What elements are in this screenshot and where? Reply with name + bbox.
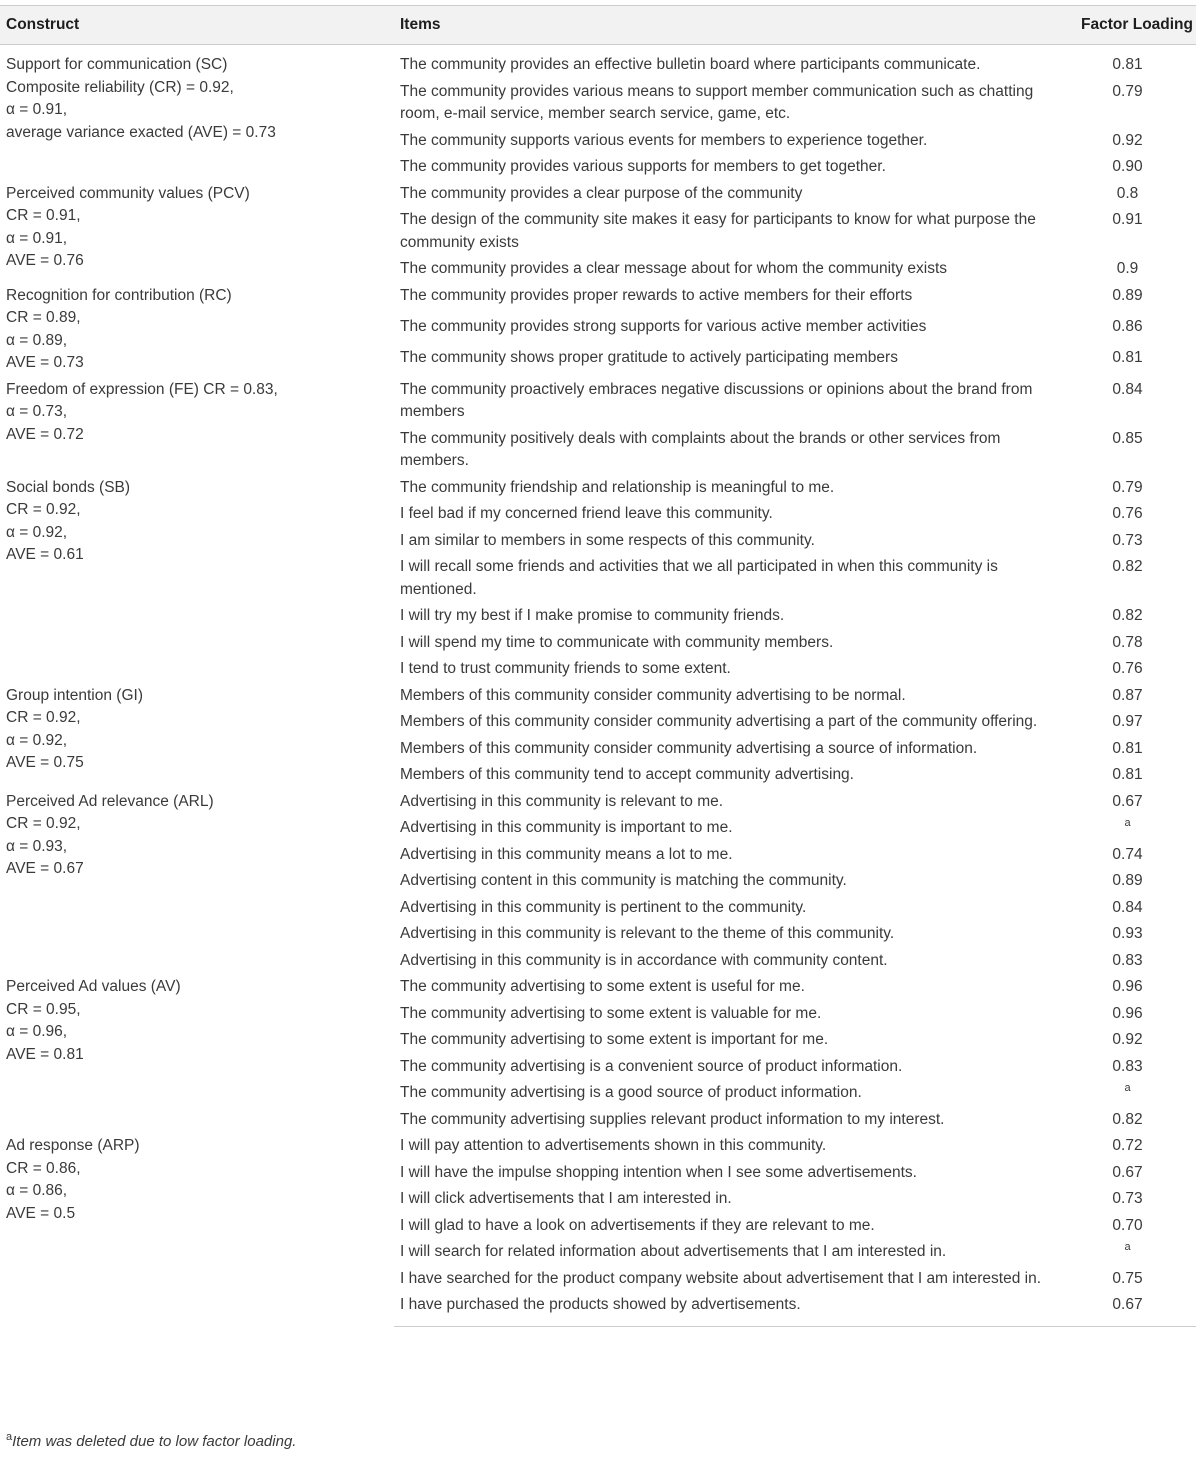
construct-cell [0,181,394,283]
item-cell: I tend to trust community friends to some extent. [400,660,731,677]
factor-loading-cell: 0.83 [1112,1057,1143,1075]
item-cell: The community provides various supports for members to get together. [400,158,886,175]
factor-loading-cell: 0.85 [1112,429,1143,447]
construct-statistic: CR = 0.89, [6,309,81,326]
table-header-row [0,6,1196,45]
item-cell: I will glad to have a look on advertisements if they are relevant to me. [400,1216,875,1234]
construct-statistic: CR = 0.95, [6,1000,81,1018]
item-cell: The community provides strong supports for various active member activities [400,317,927,335]
item-cell: The community positively deals with complaints about the brands or other services from members. [400,429,1001,469]
table-row [0,475,1196,502]
item-cell: The community advertising to some extent is important for me. [400,1031,829,1048]
construct-cell [0,974,394,1133]
factor-loading-cell: 0.74 [1112,845,1143,863]
factor-loading-cell: 0.83 [1112,951,1143,969]
items-header: Items [394,6,1059,45]
construct-statistic: CR = 0.92, [6,815,81,832]
item-cell: I have purchased the products showed by advertisements. [394,1292,1059,1326]
construct-cell [0,475,394,683]
factor-loading-cell: 0.84 [1112,898,1143,916]
factor-loading-cell: 0.97 [1112,713,1143,730]
item-cell: Members of this community consider community advertising a part of the community offering. [400,713,1038,730]
table-row [0,377,1196,426]
factor-loading-table [0,5,1196,1327]
factor-loading-cell: 0.93 [1112,925,1143,942]
item-cell: The community proactively embraces negative discussions or opinions about the brand from members [400,380,1033,420]
item-cell: I will have the impulse shopping intention when I see some advertisements. [400,1163,917,1181]
factor-loading-cell: 0.81 [1112,349,1143,367]
construct-statistic: α = 0.89, [6,331,68,349]
item-cell: I am similar to members in some respects of this community. [400,531,815,549]
footnote-text: Item was deleted due to low factor loading. [12,1433,297,1450]
item-cell: The design of the community site makes it easy for participants to know for what purpose the community exists [400,211,1036,251]
factor-loading-cell: 0.82 [1112,607,1143,624]
factor-loading-cell: 0.67 [1112,1163,1143,1181]
item-cell: The community provides an effective bulletin board where participants communicate. [400,56,981,73]
construct-statistic: AVE = 0.73 [6,354,84,371]
construct-statistic: average variance exacted (AVE) = 0.73 [6,123,276,141]
deleted-item-mark: a [1124,1081,1131,1094]
item-cell: The community provides various means to support member communication such as chatting room, e-mail service, member search service, game, etc. [400,82,1034,122]
item-cell: I will recall some friends and activities that we all participated in when this community is mentioned. [400,558,998,598]
factor-loading-cell: 0.92 [1112,131,1143,149]
construct-statistic: α = 0.73, [6,403,68,420]
construct-statistic: AVE = 0.72 [6,425,84,443]
item-cell: I feel bad if my concerned friend leave this community. [400,505,773,522]
construct-statistic: AVE = 0.75 [6,754,84,771]
factor-loading-cell: 0.67 [1059,1292,1196,1326]
factor-loading-cell: 0.89 [1112,286,1143,304]
construct-cell [0,1133,394,1326]
factor-loading-cell: 0.96 [1112,1004,1143,1022]
table-row [0,1133,1196,1160]
factor-loading-cell: 0.87 [1112,686,1143,704]
construct-statistic: α = 0.92, [6,731,68,749]
factor-loading-cell: 0.89 [1112,872,1143,889]
item-cell: Members of this community tend to accept community advertising. [400,766,854,783]
item-cell: The community advertising is a good source of product information. [400,1084,862,1101]
table-row [0,45,1196,79]
table-row [0,283,1196,314]
factor-loading-cell: 0.67 [1112,792,1143,810]
factor-loading-cell: 0.72 [1112,1137,1143,1154]
item-cell: I will pay attention to advertisements shown in this community. [400,1137,827,1154]
construct-statistic: AVE = 0.61 [6,546,84,563]
factor-loading-cell: 0.96 [1112,978,1143,995]
factor-loading-cell: 0.82 [1112,558,1143,575]
item-cell: The community advertising to some extent is useful for me. [400,978,805,995]
construct-name: Group intention (GI) [6,686,143,704]
construct-statistic: Composite reliability (CR) = 0.92, [6,78,234,96]
construct-name: Support for communication (SC) [6,56,228,73]
construct-statistic: α = 0.91, [6,229,68,247]
construct-statistic: AVE = 0.5 [6,1204,76,1222]
construct-cell [0,683,394,789]
factor-loading-cell: 0.78 [1112,633,1143,651]
item-cell: The community provides a clear message about for whom the community exists [400,260,948,277]
construct-statistic: AVE = 0.81 [6,1045,84,1063]
construct-name: Perceived community values (PCV) [6,184,250,202]
factor-loading-cell: 0.82 [1112,1110,1143,1128]
construct-name: Social bonds (SB) [6,478,131,496]
table-row [0,181,1196,208]
item-cell: I have searched for the product company website about advertisement that I am interested in. [400,1269,1042,1287]
construct-cell [0,45,394,181]
item-cell: I will try my best if I make promise to community friends. [400,607,785,624]
construct-statistic: α = 0.93, [6,837,68,855]
construct-statistic: CR = 0.92, [6,501,81,518]
table-row [0,683,1196,710]
factor-loading-cell: 0.76 [1112,660,1143,677]
factor-loading-cell: 0.84 [1112,380,1143,398]
factor-loading-cell: 0.9 [1116,260,1139,277]
item-cell: Advertising in this community is in accordance with community content. [400,951,888,969]
item-cell: I will click advertisements that I am interested in. [400,1190,732,1207]
factor-loading-cell [1059,815,1196,842]
factor-loading-header: Factor Loading [1059,6,1196,45]
item-cell: The community advertising supplies relevant product information to my interest. [400,1110,945,1128]
factor-loading-cell [1059,1080,1196,1107]
table-body [0,45,1196,1327]
construct-statistic: α = 0.86, [6,1182,68,1199]
item-cell: Advertising in this community is important to me. [400,819,733,836]
construct-cell [0,377,394,475]
factor-loading-cell: 0.79 [1112,82,1143,100]
factor-loading-cell: 0.91 [1112,211,1143,228]
construct-statistic: AVE = 0.67 [6,860,84,877]
item-cell: The community provides a clear purpose of the community [400,184,803,202]
factor-loading-cell: 0.92 [1112,1031,1143,1048]
item-cell: Members of this community consider community advertising a source of information. [400,739,978,757]
deleted-item-mark: a [1124,1240,1131,1253]
construct-statistic: CR = 0.92, [6,709,81,726]
construct-name: Perceived Ad values (AV) [6,978,181,995]
construct-header: Construct [0,6,394,45]
construct-name: Perceived Ad relevance (ARL) [6,792,214,810]
item-cell: I will spend my time to communicate with community members. [400,633,834,651]
construct-name: Recognition for contribution (RC) [6,286,232,304]
item-cell: Advertising in this community is pertinent to the community. [400,898,807,916]
construct-statistic: α = 0.91, [6,101,68,118]
construct-name: Ad response (ARP) [6,1137,140,1154]
item-cell: Advertising in this community means a lot to me. [400,845,733,863]
factor-loading-cell: 0.81 [1112,56,1143,73]
item-cell: The community supports various events for members to experience together. [400,131,928,149]
item-cell: Advertising in this community is relevant to me. [400,792,724,810]
factor-loading-cell: 0.76 [1112,505,1143,522]
item-cell: The community friendship and relationship is meaningful to me. [400,478,835,496]
item-cell: The community shows proper gratitude to actively participating members [400,349,898,367]
factor-loading-cell: 0.73 [1112,1190,1143,1207]
factor-loading-cell: 0.75 [1112,1269,1143,1287]
factor-loading-cell: 0.86 [1112,317,1143,335]
item-cell: Advertising in this community is relevant to the theme of this community. [400,925,895,942]
item-cell: I will search for related information about advertisements that I am interested in. [400,1243,947,1260]
deleted-item-mark: a [1124,816,1131,829]
factor-loading-cell: 0.79 [1112,478,1143,496]
table-row [0,974,1196,1001]
construct-statistic: α = 0.96, [6,1023,68,1040]
item-cell: The community advertising to some extent is valuable for me. [400,1004,822,1022]
item-cell: Advertising content in this community is matching the community. [400,872,847,889]
item-cell: Members of this community consider community advertising to be normal. [400,686,906,704]
construct-statistic: AVE = 0.76 [6,252,84,269]
construct-statistic: CR = 0.86, [6,1159,81,1177]
footnote-mark: a [6,1431,13,1443]
table-row [0,789,1196,816]
construct-cell [0,283,394,377]
item-cell: The community advertising is a convenient source of product information. [400,1057,903,1075]
factor-loading-cell: 0.70 [1112,1216,1143,1234]
construct-name: Freedom of expression (FE) CR = 0.83, [6,380,278,398]
construct-statistic: α = 0.92, [6,523,68,541]
factor-loading-cell: 0.73 [1112,531,1143,549]
factor-loading-cell: 0.81 [1112,739,1143,757]
table-footnote [6,1431,296,1450]
construct-cell [0,789,394,975]
factor-loading-cell: 0.81 [1112,766,1143,783]
item-cell: The community provides proper rewards to active members for their efforts [400,286,913,304]
construct-statistic: CR = 0.91, [6,207,81,224]
factor-loading-cell: 0.8 [1116,184,1139,202]
factor-loading-cell [1059,1239,1196,1266]
factor-loading-cell: 0.90 [1112,158,1143,175]
